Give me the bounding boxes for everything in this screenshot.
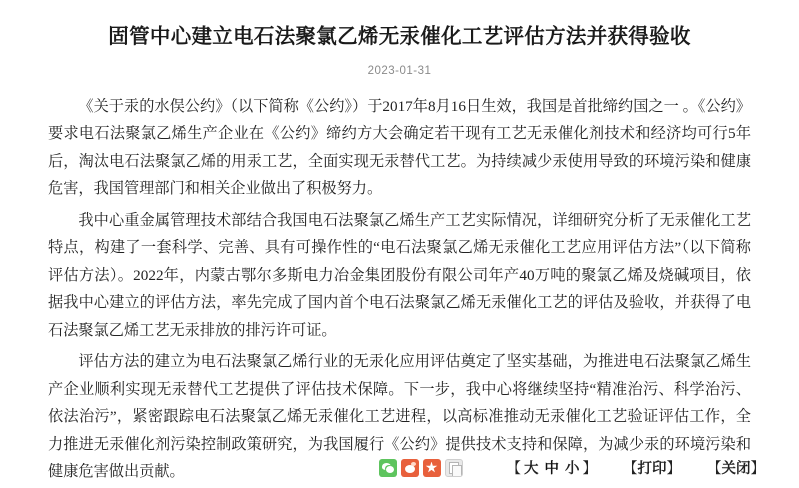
paragraph: 《关于汞的水俣公约》（以下简称《公约》）于2017年8月16日生效，我国是首批缔约国之一 。《公约》要求电石法聚氯乙烯生产企业在《公约》缔约方大会确定若干现有工艺无汞催化剂技术和经济均可行5年后，淘汰电石法聚氯乙烯的用汞工艺，全面实现无汞替代工艺。为持续减少汞使用导致的环境污染和健康危害，我国管理部门和相关企业做出了积极努力。 <box>48 97 751 198</box>
close-group <box>707 457 765 478</box>
weibo-icon[interactable] <box>401 459 419 477</box>
font-size-group <box>507 457 598 478</box>
qzone-icon[interactable] <box>423 459 441 477</box>
page-title: 固管中心建立电石法聚氯乙烯无汞催化工艺评估方法并获得验收 <box>108 25 691 48</box>
close-button[interactable]: 关闭 <box>721 461 751 477</box>
copy-link-icon[interactable] <box>445 459 463 477</box>
wechat-icon[interactable] <box>379 459 397 477</box>
font-size-small[interactable]: 小 <box>565 461 580 477</box>
article-body <box>48 93 751 486</box>
bracket-open: 【 <box>623 461 638 477</box>
bracket-close: 】 <box>750 461 765 477</box>
font-size-medium[interactable]: 中 <box>544 461 559 477</box>
article-page <box>0 24 799 488</box>
share-icon-group <box>379 459 463 477</box>
article-footer-toolbar <box>0 457 799 478</box>
paragraph: 我中心重金属管理技术部结合我国电石法聚氯乙烯生产工艺实际情况，详细研究分析了无汞催化工艺特点，构建了一套科学、完善、具有可操作性的“电石法聚氯乙烯无汞催化工艺应用评估方法”（以下简称评估方法）。2022年，内蒙古鄂尔多斯电力冶金集团股份有限公司年产40万吨的聚氯乙烯及烧碱项目，依据我中心建立的评估方法，率先完成了国内首个电石法聚氯乙烯无汞催化工艺的评估及验收，并获得了电石法聚氯乙烯工艺无汞排放的排污许可证。 <box>48 211 751 339</box>
publish-date: 2023-01-31 <box>367 64 432 77</box>
print-group <box>623 457 681 478</box>
bracket-open: 【 <box>506 461 521 477</box>
print-button[interactable]: 打印 <box>637 461 667 477</box>
font-size-large[interactable]: 大 <box>524 461 539 477</box>
bracket-close: 】 <box>582 461 597 477</box>
bracket-close: 】 <box>666 461 681 477</box>
bracket-open: 【 <box>707 461 722 477</box>
paragraph: 评估方法的建立为电石法聚氯乙烯行业的无汞化应用评估奠定了坚实基础，为推进电石法聚氯乙烯生产企业顺利实现无汞替代工艺提供了评估技术保障。下一步，我中心将继续坚持“精准治污、科学治污、依法治污”，紧密跟踪电石法聚氯乙烯无汞催化工艺进程，以高标准推动无汞催化工艺验证评估工作，全力推进无汞催化剂污染控制政策研究，为我国履行《公约》提供技术支持和保障，为减少汞的环境污染和健康危害做出贡献。 <box>48 353 751 481</box>
